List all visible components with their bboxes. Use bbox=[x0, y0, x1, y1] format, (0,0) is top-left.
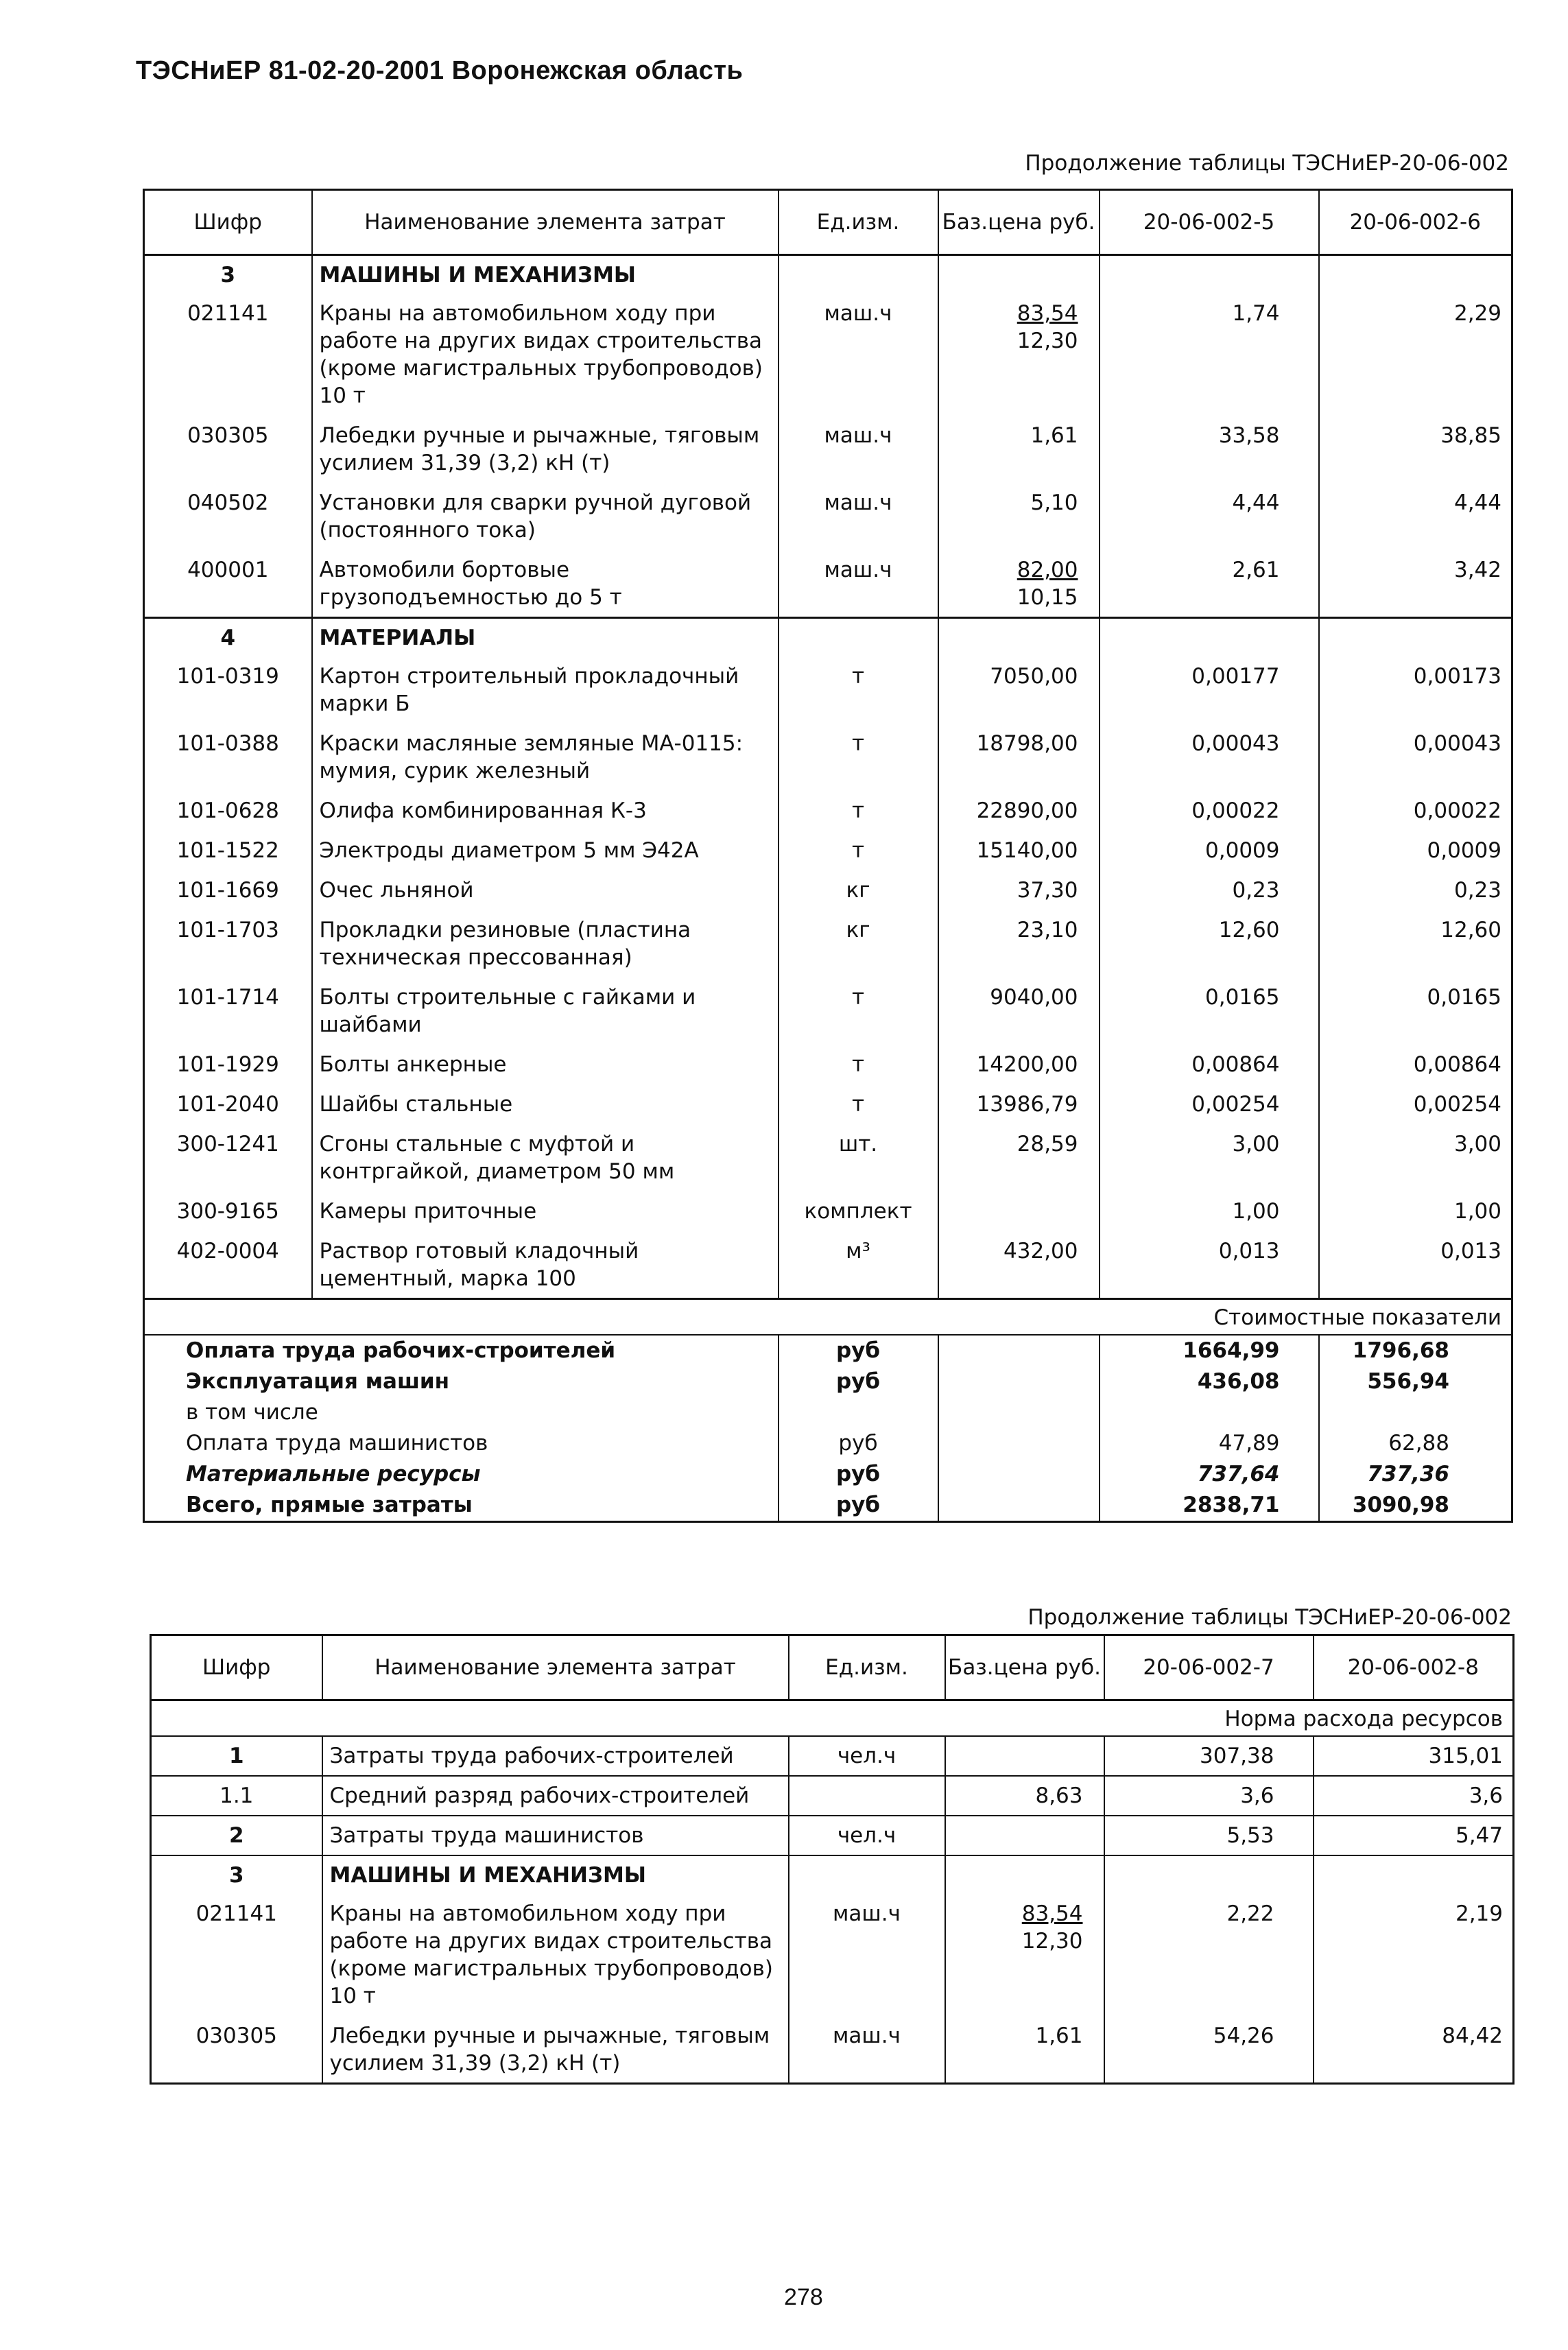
cost-value-b: 556,94 bbox=[1319, 1366, 1512, 1397]
resource-price bbox=[938, 482, 1100, 549]
norm-value-b: 0,23 bbox=[1319, 870, 1512, 910]
section-code: 3 bbox=[151, 1855, 322, 1893]
empty-cell bbox=[1319, 255, 1512, 294]
resource-code: 030305 bbox=[187, 423, 269, 448]
resource-unit: т bbox=[779, 1084, 938, 1124]
resource-unit: шт. bbox=[779, 1124, 938, 1191]
resource-name: Сгоны стальные с муфтой и контргайкой, диаметром 50 мм bbox=[312, 1124, 779, 1191]
resource-unit: маш.ч bbox=[779, 293, 938, 415]
resource-code: 101-1929 bbox=[176, 1052, 279, 1077]
empty-cell bbox=[779, 255, 938, 294]
base-price-wage: 12,30 bbox=[1021, 1929, 1083, 1954]
resource-unit: маш.ч bbox=[779, 415, 938, 482]
empty-cell bbox=[789, 1855, 945, 1893]
resource-price bbox=[938, 656, 1100, 723]
empty-cell bbox=[779, 618, 938, 656]
empty-cell bbox=[938, 1335, 1100, 1366]
resource-price bbox=[938, 293, 1100, 415]
norm-value-a: 307,38 bbox=[1104, 1736, 1314, 1776]
resource-name: Электроды диаметром 5 мм Э42А bbox=[312, 830, 779, 870]
norm-value-a: 54,26 bbox=[1104, 2015, 1314, 2084]
col-header-name: Наименование элемента затрат bbox=[322, 1635, 789, 1700]
resource-unit: чел.ч bbox=[789, 1816, 945, 1855]
table-row bbox=[144, 1044, 1512, 1084]
resource-unit: т bbox=[779, 790, 938, 830]
table-row bbox=[144, 910, 1512, 977]
section-row bbox=[151, 1855, 1514, 1893]
section-row bbox=[144, 618, 1512, 656]
col-header-code: Шифр bbox=[144, 190, 312, 255]
norm-value-b: 5,47 bbox=[1314, 1816, 1514, 1855]
col-header-unit: Ед.изм. bbox=[779, 190, 938, 255]
norm-value-b: 3,00 bbox=[1319, 1124, 1512, 1191]
norm-value-b: 0,00043 bbox=[1319, 723, 1512, 790]
resource-price bbox=[938, 1231, 1100, 1299]
norm-value-a: 4,44 bbox=[1100, 482, 1319, 549]
resource-price bbox=[938, 1044, 1100, 1084]
resource-unit: т bbox=[779, 656, 938, 723]
table-row bbox=[144, 1191, 1512, 1231]
norm-value-b: 4,44 bbox=[1319, 482, 1512, 549]
resource-name: Затраты труда машинистов bbox=[322, 1816, 789, 1855]
resource-name: Очес льняной bbox=[312, 870, 779, 910]
base-price: 83,54 bbox=[1021, 1901, 1083, 1926]
base-price: 1,61 bbox=[1030, 423, 1078, 448]
cost-band-label: Стоимостные показатели bbox=[144, 1299, 1512, 1336]
cost-unit bbox=[779, 1397, 938, 1428]
cost-row bbox=[144, 1459, 1512, 1490]
resource-price bbox=[945, 2015, 1104, 2084]
resource-code: 021141 bbox=[187, 301, 269, 326]
resource-code: 101-0628 bbox=[176, 798, 279, 823]
cost-label: Материальные ресурсы bbox=[186, 1462, 481, 1486]
norm-value-b: 3,6 bbox=[1314, 1776, 1514, 1816]
table-row bbox=[144, 1124, 1512, 1191]
base-price: 1,61 bbox=[1035, 2023, 1083, 2048]
resource-unit: маш.ч bbox=[779, 482, 938, 549]
norm-value-b: 0,00254 bbox=[1319, 1084, 1512, 1124]
table-continuation-caption-2: Продолжение таблицы ТЭСНиЕР-20-06-002 bbox=[1027, 1605, 1512, 1630]
norm-value-b: 2,19 bbox=[1314, 1893, 1514, 2015]
norm-value-b: 38,85 bbox=[1319, 415, 1512, 482]
empty-cell bbox=[938, 255, 1100, 294]
table-row bbox=[151, 1736, 1514, 1776]
col-header-price: Баз.цена руб. bbox=[938, 190, 1100, 255]
resource-price bbox=[938, 870, 1100, 910]
cost-unit: руб bbox=[779, 1459, 938, 1490]
table-row bbox=[151, 1816, 1514, 1855]
table-header-row bbox=[144, 190, 1512, 255]
table-row bbox=[151, 1776, 1514, 1816]
base-price: 37,30 bbox=[1017, 878, 1078, 903]
cost-row bbox=[144, 1490, 1512, 1522]
resource-code: 021141 bbox=[195, 1901, 277, 1926]
resource-name: Шайбы стальные bbox=[312, 1084, 779, 1124]
resource-price bbox=[938, 415, 1100, 482]
table-row bbox=[144, 1231, 1512, 1299]
cost-label: Эксплуатация машин bbox=[186, 1369, 450, 1394]
resource-price bbox=[945, 1816, 1104, 1855]
resource-name: Краны на автомобильном ходу при работе на других видах строительства (кроме магистральных трубопроводов) 10 т bbox=[322, 1893, 789, 2015]
resource-name: Лебедки ручные и рычажные, тяговым усилием 31,39 (3,2) кН (т) bbox=[322, 2015, 789, 2084]
resource-code: 040502 bbox=[187, 490, 269, 515]
table-row bbox=[144, 977, 1512, 1044]
norm-value-a: 2,61 bbox=[1100, 549, 1319, 618]
resource-price bbox=[938, 549, 1100, 618]
resource-table-1 bbox=[143, 189, 1513, 1523]
cost-row bbox=[144, 1428, 1512, 1459]
resource-code: 030305 bbox=[195, 2023, 277, 2048]
cost-value-b: 62,88 bbox=[1319, 1428, 1512, 1459]
norm-value-b: 0,0165 bbox=[1319, 977, 1512, 1044]
table-header-row bbox=[151, 1635, 1514, 1700]
norm-value-b: 0,00022 bbox=[1319, 790, 1512, 830]
section-code: 4 bbox=[144, 618, 312, 656]
col-header-code: Шифр bbox=[151, 1635, 322, 1700]
table-body bbox=[144, 255, 1512, 1522]
resource-code: 101-0388 bbox=[176, 731, 279, 756]
empty-cell bbox=[1314, 1855, 1514, 1893]
resource-unit bbox=[789, 1776, 945, 1816]
resource-table-2 bbox=[150, 1634, 1514, 2085]
table-row bbox=[144, 549, 1512, 618]
empty-cell bbox=[945, 1855, 1104, 1893]
section-code: 3 bbox=[220, 263, 236, 287]
cost-label: Всего, прямые затраты bbox=[186, 1493, 473, 1517]
section-title: МАШИНЫ И МЕХАНИЗМЫ bbox=[322, 1855, 789, 1893]
resource-code: 2 bbox=[151, 1816, 322, 1855]
resource-unit: т bbox=[779, 977, 938, 1044]
base-price: 82,00 bbox=[1017, 558, 1078, 582]
table-row bbox=[144, 482, 1512, 549]
cost-value-b: 1796,68 bbox=[1319, 1335, 1512, 1366]
resource-code: 101-1714 bbox=[176, 985, 279, 1010]
resource-code: 101-1703 bbox=[176, 918, 279, 942]
norm-value-a: 33,58 bbox=[1100, 415, 1319, 482]
table-body bbox=[151, 1700, 1514, 2084]
norm-value-a: 0,00022 bbox=[1100, 790, 1319, 830]
resource-unit: маш.ч bbox=[779, 549, 938, 618]
cost-value-a: 436,08 bbox=[1100, 1366, 1319, 1397]
table-continuation-caption: Продолжение таблицы ТЭСНиЕР-20-06-002 bbox=[1025, 151, 1509, 176]
cost-label: Оплата труда машинистов bbox=[186, 1431, 488, 1456]
resource-unit: т bbox=[779, 830, 938, 870]
resource-code: 101-0319 bbox=[176, 664, 279, 689]
norm-value-a: 0,23 bbox=[1100, 870, 1319, 910]
norm-value-a: 12,60 bbox=[1100, 910, 1319, 977]
table-row bbox=[151, 1893, 1514, 2015]
resource-name: Болты анкерные bbox=[312, 1044, 779, 1084]
resource-name: Прокладки резиновые (пластина техническая прессованная) bbox=[312, 910, 779, 977]
cost-unit: руб bbox=[779, 1490, 938, 1522]
resource-price bbox=[938, 1084, 1100, 1124]
norm-band-row bbox=[151, 1700, 1514, 1737]
resource-code: 101-1669 bbox=[176, 878, 279, 903]
resource-code: 402-0004 bbox=[176, 1239, 279, 1263]
resource-code: 101-1522 bbox=[176, 838, 279, 863]
table-row bbox=[144, 790, 1512, 830]
norm-value-b: 0,0009 bbox=[1319, 830, 1512, 870]
norm-value-a: 0,0009 bbox=[1100, 830, 1319, 870]
norm-value-b: 3,42 bbox=[1319, 549, 1512, 618]
base-price: 22890,00 bbox=[976, 798, 1078, 823]
col-header-name: Наименование элемента затрат bbox=[312, 190, 779, 255]
norm-value-a: 0,013 bbox=[1100, 1231, 1319, 1299]
resource-price bbox=[945, 1776, 1104, 1816]
col-header-norm-7: 20-06-002-7 bbox=[1104, 1635, 1314, 1700]
base-price: 432,00 bbox=[1003, 1239, 1078, 1263]
empty-cell bbox=[938, 1459, 1100, 1490]
base-price: 15140,00 bbox=[976, 838, 1078, 863]
empty-cell bbox=[1100, 618, 1319, 656]
norm-band-label: Норма расхода ресурсов bbox=[151, 1700, 1514, 1737]
norm-value-b: 12,60 bbox=[1319, 910, 1512, 977]
resource-code: 1 bbox=[228, 1744, 244, 1768]
resource-name: Болты строительные с гайками и шайбами bbox=[312, 977, 779, 1044]
cost-unit: руб bbox=[779, 1366, 938, 1397]
cost-label: в том числе bbox=[186, 1400, 318, 1425]
col-header-price: Баз.цена руб. bbox=[945, 1635, 1104, 1700]
norm-value-a: 0,00177 bbox=[1100, 656, 1319, 723]
resource-name: Раствор готовый кладочный цементный, марка 100 bbox=[312, 1231, 779, 1299]
base-price: 8,63 bbox=[1035, 1783, 1083, 1808]
resource-unit: маш.ч bbox=[789, 2015, 945, 2084]
norm-value-a: 1,74 bbox=[1100, 293, 1319, 415]
cost-value-a: 2838,71 bbox=[1100, 1490, 1319, 1522]
resource-unit: т bbox=[779, 1044, 938, 1084]
resource-price bbox=[945, 1893, 1104, 2015]
empty-cell bbox=[938, 1490, 1100, 1522]
empty-cell bbox=[1100, 255, 1319, 294]
resource-code: 300-1241 bbox=[176, 1132, 279, 1156]
norm-value-a: 3,00 bbox=[1100, 1124, 1319, 1191]
base-price-wage: 10,15 bbox=[1017, 585, 1078, 610]
table-row bbox=[144, 723, 1512, 790]
empty-cell bbox=[1104, 1855, 1314, 1893]
norm-value-a: 0,00043 bbox=[1100, 723, 1319, 790]
norm-value-b: 1,00 bbox=[1319, 1191, 1512, 1231]
resource-unit: комплект bbox=[779, 1191, 938, 1231]
resource-name: Автомобили бортовые грузоподъемностью до 5 т bbox=[312, 549, 779, 618]
cost-value-b: 737,36 bbox=[1319, 1459, 1512, 1490]
resource-name: Лебедки ручные и рычажные, тяговым усилием 31,39 (3,2) кН (т) bbox=[312, 415, 779, 482]
resource-code: 101-2040 bbox=[176, 1092, 279, 1117]
norm-value-b: 0,00864 bbox=[1319, 1044, 1512, 1084]
col-header-norm-8: 20-06-002-8 bbox=[1314, 1635, 1514, 1700]
base-price: 23,10 bbox=[1017, 918, 1078, 942]
resource-unit: чел.ч bbox=[789, 1736, 945, 1776]
cost-row bbox=[144, 1397, 1512, 1428]
base-price: 7050,00 bbox=[990, 664, 1078, 689]
resource-name: Олифа комбинированная К-3 bbox=[312, 790, 779, 830]
cost-value-a: 47,89 bbox=[1100, 1428, 1319, 1459]
table-row bbox=[144, 830, 1512, 870]
resource-price bbox=[938, 910, 1100, 977]
resource-price bbox=[938, 1191, 1100, 1231]
cost-unit: руб bbox=[779, 1428, 938, 1459]
cost-unit: руб bbox=[779, 1335, 938, 1366]
resource-name: Картон строительный прокладочный марки Б bbox=[312, 656, 779, 723]
resource-price bbox=[938, 830, 1100, 870]
resource-price bbox=[938, 790, 1100, 830]
norm-value-b: 2,29 bbox=[1319, 293, 1512, 415]
table-row bbox=[144, 1084, 1512, 1124]
norm-value-a: 0,0165 bbox=[1100, 977, 1319, 1044]
norm-value-b: 0,00173 bbox=[1319, 656, 1512, 723]
resource-unit: маш.ч bbox=[789, 1893, 945, 2015]
section-title: МАТЕРИАЛЫ bbox=[312, 618, 779, 656]
norm-value-a: 0,00864 bbox=[1100, 1044, 1319, 1084]
cost-value-a: 1664,99 bbox=[1100, 1335, 1319, 1366]
resource-code: 300-9165 bbox=[176, 1199, 279, 1224]
cost-row bbox=[144, 1366, 1512, 1397]
resource-name: Краны на автомобильном ходу при работе на других видах строительства (кроме магистральных трубопроводов) 10 т bbox=[312, 293, 779, 415]
cost-value-b bbox=[1319, 1397, 1512, 1428]
norm-value-b: 0,013 bbox=[1319, 1231, 1512, 1299]
table-row bbox=[144, 656, 1512, 723]
col-header-unit: Ед.изм. bbox=[789, 1635, 945, 1700]
resource-name: Установки для сварки ручной дуговой (постоянного тока) bbox=[312, 482, 779, 549]
empty-cell bbox=[938, 618, 1100, 656]
resource-code: 400001 bbox=[187, 558, 269, 582]
base-price: 18798,00 bbox=[976, 731, 1078, 756]
resource-price bbox=[938, 1124, 1100, 1191]
resource-code: 1.1 bbox=[151, 1776, 322, 1816]
empty-cell bbox=[1319, 618, 1512, 656]
col-header-norm-5: 20-06-002-5 bbox=[1100, 190, 1319, 255]
document-header: ТЭСНиЕР 81-02-20-2001 Воронежская область bbox=[136, 56, 744, 85]
base-price-wage: 12,30 bbox=[1017, 329, 1078, 353]
norm-value-b: 84,42 bbox=[1314, 2015, 1514, 2084]
base-price: 28,59 bbox=[1017, 1132, 1078, 1156]
table-row bbox=[151, 2015, 1514, 2084]
resource-name: Затраты труда рабочих-строителей bbox=[322, 1736, 789, 1776]
table-row bbox=[144, 870, 1512, 910]
resource-unit: кг bbox=[779, 870, 938, 910]
norm-value-a: 0,00254 bbox=[1100, 1084, 1319, 1124]
col-header-norm-6: 20-06-002-6 bbox=[1319, 190, 1512, 255]
empty-cell bbox=[938, 1397, 1100, 1428]
resource-name: Камеры приточные bbox=[312, 1191, 779, 1231]
resource-name: Краски масляные земляные МА-0115: мумия, сурик железный bbox=[312, 723, 779, 790]
cost-label: Оплата труда рабочих-строителей bbox=[186, 1338, 616, 1363]
norm-value-a: 5,53 bbox=[1104, 1816, 1314, 1855]
resource-unit: кг bbox=[779, 910, 938, 977]
page-number: 278 bbox=[784, 2284, 823, 2310]
norm-value-a: 2,22 bbox=[1104, 1893, 1314, 2015]
norm-value-a: 3,6 bbox=[1104, 1776, 1314, 1816]
norm-value-a: 1,00 bbox=[1100, 1191, 1319, 1231]
section-row bbox=[144, 255, 1512, 294]
cost-value-b: 3090,98 bbox=[1319, 1490, 1512, 1522]
cost-row bbox=[144, 1335, 1512, 1366]
table-row bbox=[144, 415, 1512, 482]
cost-value-a bbox=[1100, 1397, 1319, 1428]
resource-price bbox=[938, 977, 1100, 1044]
cost-value-a: 737,64 bbox=[1100, 1459, 1319, 1490]
resource-price bbox=[945, 1736, 1104, 1776]
resource-name: Средний разряд рабочих-строителей bbox=[322, 1776, 789, 1816]
empty-cell bbox=[938, 1366, 1100, 1397]
empty-cell bbox=[938, 1428, 1100, 1459]
base-price: 9040,00 bbox=[990, 985, 1078, 1010]
base-price: 14200,00 bbox=[976, 1052, 1078, 1077]
resource-unit: м³ bbox=[779, 1231, 938, 1299]
base-price: 83,54 bbox=[1017, 301, 1078, 326]
resource-price bbox=[938, 723, 1100, 790]
norm-value-b: 315,01 bbox=[1314, 1736, 1514, 1776]
table-row bbox=[144, 293, 1512, 415]
resource-unit: т bbox=[779, 723, 938, 790]
base-price: 13986,79 bbox=[976, 1092, 1078, 1117]
section-title: МАШИНЫ И МЕХАНИЗМЫ bbox=[312, 255, 779, 294]
cost-band-row bbox=[144, 1299, 1512, 1336]
base-price: 5,10 bbox=[1030, 490, 1078, 515]
